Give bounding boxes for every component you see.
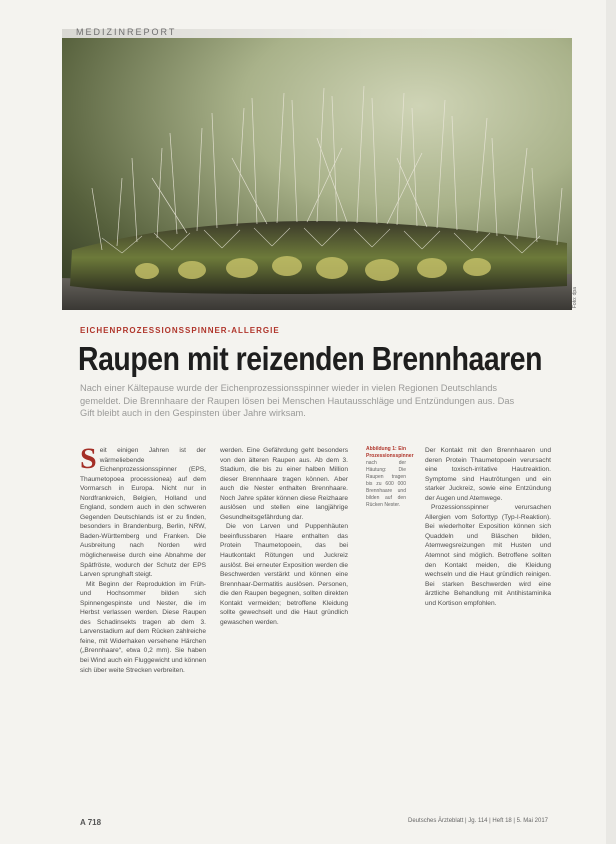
photo-credit: Foto: dpa <box>572 287 578 309</box>
article-lead: Nach einer Kältepause wurde der Eichenprozessionsspinner wieder in vielen Regionen Deutschlands gemeldet. Die Brennhaare der Raupen lösen bei Menschen Hautausschläge und Entzündungen aus. Das Gift bleibt auch in den Gespinsten über Jahre wirksam. <box>80 383 515 419</box>
caterpillar-photo <box>62 38 572 310</box>
column-1-paragraph-2: Mit Beginn der Reproduktion im Früh- und Hochsommer bilden sich Spinnengespinste und Nester, die im Herbst verlassen werden. Diese Raupen des Schadinsekts tragen ab dem 3. Larvenstadium auf dem Rücken zahlreiche feine, mit Widerhaken versehene Härchen („Brennhaare“, etwa 0,2 mm). Sie haben bei Wind auch ein Fluggewicht und können sich über weite Strecken verbreiten. <box>80 580 206 674</box>
column-2-paragraph-1: werden. Eine Gefährdung geht besonders von den älteren Raupen aus. Ab dem 3. Stadium, die bis zu einer halben Million dieser Brennhaare tragen können. Aber auch die Nester enthalten Brennhaare. Noch Jahre später können diese Reizhaare auslösen und stellen eine langjährige Gesundheitsgefährdung dar. <box>220 447 348 521</box>
column-1-paragraph-1: eit einigen Jahren ist der wärmeliebende Eichenprozessionsspinner (EPS, Thaumetopoea processionea) auf dem Vormarsch in Europa. Nicht nur in Nordfrankreich, Belgien, Holland und England, sondern auch in den schweren Gegenden Deutschlands ist er zu finden, besonders in Brandenburg, Berlin, NRW, Baden-Württemberg und Franken. Die Ausbreitung nach Norden wird möglicherweise durch eine Abnahme der Spätfröste, wodurch der Schutz der EPS Larven sprunghaft steigt. <box>80 447 206 579</box>
publication-line: Deutsches Ärzteblatt | Jg. 114 | Heft 18 | 5. Mai 2017 <box>408 818 548 824</box>
column-4 <box>425 446 551 608</box>
page-number: A 718 <box>80 818 102 827</box>
column-2-paragraph-2: Die von Larven und Puppenhäuten beeinflussbaren Haare enthalten das Protein Thaumetopoein, das bei Hautkontakt Rötungen und Juckreiz auslöst. Bei erneuter Exposition werden die Beschwerden verstärkt und können eine Brennhaar-Dermatitis auslösen. Personen, die den Raupen begegnen, sollten direkten Kontakt vermeiden; betroffene Kleidung sollte gewechselt und die Haut gründlich gewaschen werden. <box>220 523 348 626</box>
section-label: MEDIZINREPORT <box>76 27 177 37</box>
article-headline: Raupen mit reizenden Brennhaaren <box>78 340 543 377</box>
column-2 <box>220 446 348 627</box>
article-kicker: EICHENPROZESSIONSSPINNER-ALLERGIE <box>80 326 280 335</box>
column-4-paragraph-1: Der Kontakt mit den Brennhaaren und deren Protein Thaumetopoein verursacht eine toxisch-irritative Hautreaktion. Symptome sind Hautrötungen und ein starker Juckreiz, sowie eine Entzündung der Augen und Atemwege. <box>425 447 551 502</box>
drop-cap: S <box>80 442 97 475</box>
column-1 <box>80 442 206 675</box>
figure-caption <box>366 446 414 509</box>
column-4-paragraph-2: Prozessionsspinner verursachen Allergien vom Soforttyp (Typ-I-Reaktion). Bei wiederholter Exposition können sich Quaddeln und Bläschen bilden, Atemwegsreizungen mit Husten und Atemnot sind möglich. Betroffene sollten den Kontakt meiden, die Kleidung wechseln und die Haut gründlich reinigen. Bei starken Beschwerden wird eine ärztliche Behandlung mit Antihistaminika und Kortison empfohlen. <box>425 504 551 607</box>
caterpillar-illustration <box>62 38 572 310</box>
page-edge <box>606 0 616 844</box>
caption-body: nach der Häutung: Die Raupen tragen bis zu 600 000 Brennhaare und bilden auf den Rücken Nester. <box>366 460 406 508</box>
caption-title: Abbildung 1: Ein Prozessionsspinner <box>366 446 414 459</box>
